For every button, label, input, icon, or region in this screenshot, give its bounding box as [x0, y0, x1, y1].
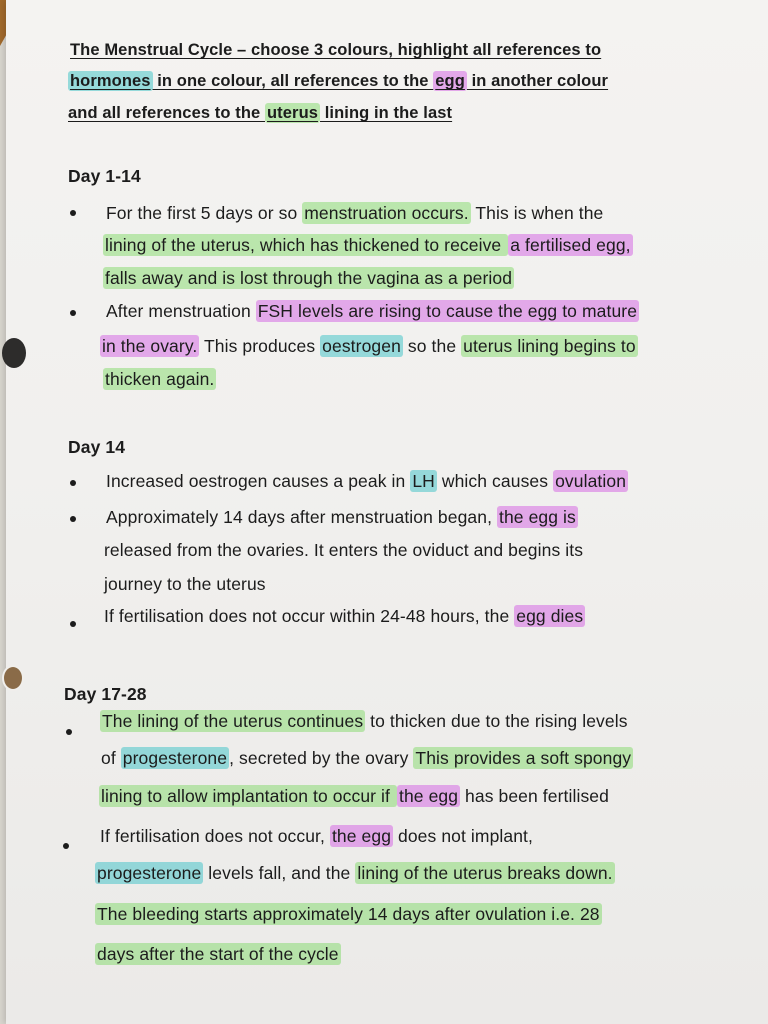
day14-b2-line1: Approximately 14 days after menstruation began, the egg is: [106, 507, 576, 527]
day17-b1-line2: of progesterone , secreted by the ovary This provides a soft spongy: [101, 748, 632, 768]
day1-b1-line3: falls away and is lost through the vagina as a period: [105, 268, 513, 288]
day17-b1-line3: lining to allow implantation to occur if the egg has been fertilised: [101, 786, 609, 806]
day14-b2-line2: released from the ovaries. It enters the oviduct and begins its: [104, 540, 584, 560]
bullet: [70, 621, 76, 627]
punch-hole-bottom: [2, 665, 24, 691]
highlight-hormones: hormones: [70, 72, 151, 90]
heading-day-14: Day 14: [68, 437, 126, 457]
day17-b2-line3: The bleeding starts approximately 14 days after ovulation i.e. 28: [97, 904, 600, 924]
bullet: [63, 843, 69, 849]
title-line-2: hormones in one colour, all references to the egg in another colour: [70, 72, 609, 90]
highlight-egg: egg: [435, 72, 465, 90]
bullet: [70, 516, 76, 522]
day17-b2-line2: progesterone levels fall, and the lining of the uterus breaks down.: [97, 863, 613, 883]
day1-b1-line1: For the first 5 days or so menstruation occurs. This is when the: [106, 203, 604, 223]
heading-day-1-14: Day 1-14: [68, 166, 141, 186]
heading-day-17-28: Day 17-28: [64, 684, 147, 704]
day14-b3: If fertilisation does not occur within 24-48 hours, the egg dies: [104, 606, 584, 626]
title-line-1: The Menstrual Cycle – choose 3 colours, highlight all references to: [70, 41, 602, 59]
day17-b2-line1: If fertilisation does not occur, the egg does not implant,: [100, 826, 533, 846]
day14-b2-line3: journey to the uterus: [104, 574, 266, 594]
day17-b2-line4: days after the start of the cycle: [97, 944, 339, 964]
bullet: [70, 210, 76, 216]
day1-b2-line1: After menstruation FSH levels are rising to cause the egg to mature: [106, 301, 638, 321]
punch-hole-top: [2, 338, 26, 368]
worksheet-page: [6, 0, 768, 1024]
title-line-3: and all references to the uterus lining in the last: [68, 104, 453, 122]
bullet: [70, 480, 76, 486]
bullet: [70, 310, 76, 316]
day14-b1: Increased oestrogen causes a peak in LH which causes ovulation: [106, 471, 627, 491]
day1-b1-line2: lining of the uterus, which has thickened to receive a fertilised egg,: [105, 235, 631, 255]
highlight-uterus: uterus: [267, 104, 319, 122]
day17-b1-line1: The lining of the uterus continues to thicken due to the rising levels: [102, 711, 628, 731]
day1-b2-line2: in the ovary. This produces oestrogen so the uterus lining begins to: [102, 336, 636, 356]
day1-b2-line3: thicken again.: [105, 369, 215, 389]
bullet: [66, 729, 72, 735]
